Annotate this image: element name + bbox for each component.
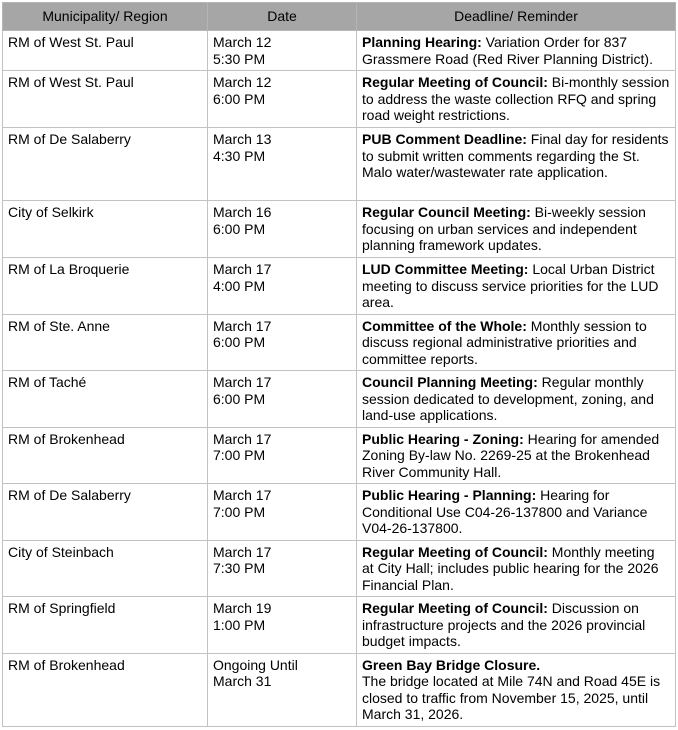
date-time: 7:00 PM xyxy=(213,447,266,463)
date-time: 6:00 PM xyxy=(213,220,266,237)
date-day: March 17 xyxy=(213,543,272,560)
date-day: March 17 xyxy=(213,374,272,390)
deadline-cell xyxy=(357,201,676,258)
date-time: 4:00 PM xyxy=(213,277,266,294)
municipality-cell: RM of Ste. Anne xyxy=(3,314,208,371)
header-deadline: Deadline/ Reminder xyxy=(357,3,676,31)
deadline-cell xyxy=(357,484,676,541)
date-time: 5:30 PM xyxy=(213,50,266,67)
municipality-cell: City of Selkirk xyxy=(3,201,208,258)
date-day: March 19 xyxy=(213,600,272,616)
date-day: March 12 xyxy=(213,74,272,90)
municipality-cell: RM of De Salaberry xyxy=(3,128,208,201)
municipality-cell: RM of West St. Paul xyxy=(3,31,208,71)
municipality-cell: RM of Brokenhead xyxy=(3,653,208,726)
date-time: 7:30 PM xyxy=(213,560,266,576)
event-description: The bridge located at Mile 74N and Road 45E is closed to traffic from November 15, 2025, until March 31, 2026. xyxy=(362,673,661,722)
date-cell xyxy=(208,71,357,128)
deadline-cell xyxy=(357,314,676,371)
date-day: Ongoing Until xyxy=(213,656,298,673)
date-time: 4:30 PM xyxy=(213,147,266,164)
event-description: Final day for residents to submit written comments regarding the St. Malo water/wastewater rate application. xyxy=(362,131,669,180)
table-row xyxy=(3,201,676,258)
table-row xyxy=(3,484,676,541)
municipality-cell: RM of De Salaberry xyxy=(3,484,208,541)
date-day: March 12 xyxy=(213,34,272,50)
deadline-cell xyxy=(357,31,676,71)
deadline-cell xyxy=(357,371,676,428)
municipality-cell: RM of Brokenhead xyxy=(3,427,208,484)
date-cell xyxy=(208,128,357,201)
table-row xyxy=(3,314,676,371)
table-row xyxy=(3,597,676,654)
municipality-cell: RM of West St. Paul xyxy=(3,71,208,128)
event-label: LUD Committee Meeting: xyxy=(362,261,529,277)
date-day: March 17 xyxy=(213,430,272,447)
event-label: Public Hearing - Planning: xyxy=(362,487,537,503)
table-row xyxy=(3,371,676,428)
deadline-cell xyxy=(357,427,676,484)
date-day: March 17 xyxy=(213,317,272,334)
date-cell xyxy=(208,653,357,726)
table-row xyxy=(3,540,676,597)
event-description: Monthly meeting at City Hall; includes public hearing for the 2026 Financial Plan. xyxy=(362,543,659,593)
date-time: 6:00 PM xyxy=(213,90,266,107)
municipality-cell: City of Steinbach xyxy=(3,540,208,597)
event-description: Variation Order for 837 Grassmere Road (Red River Planning District). xyxy=(362,34,653,67)
event-label: Public Hearing - Zoning: xyxy=(362,430,524,447)
date-time: 6:00 PM xyxy=(213,390,266,407)
date-cell xyxy=(208,597,357,654)
table-row xyxy=(3,31,676,71)
date-time: March 31 xyxy=(213,673,272,689)
event-label: PUB Comment Deadline: xyxy=(362,131,527,147)
deadline-cell xyxy=(357,128,676,201)
header-municipality: Municipality/ Region xyxy=(3,3,208,31)
event-label: Regular Council Meeting: xyxy=(362,204,531,220)
date-cell xyxy=(208,201,357,258)
municipality-cell: RM of Springfield xyxy=(3,597,208,654)
date-day: March 17 xyxy=(213,261,272,277)
date-day: March 16 xyxy=(213,204,272,220)
table-row xyxy=(3,427,676,484)
event-label: Regular Meeting of Council: xyxy=(362,600,548,616)
deadline-cell xyxy=(357,540,676,597)
table-row xyxy=(3,71,676,128)
table-row xyxy=(3,258,676,315)
event-description: Discussion on infrastructure projects and the 2026 provincial budget impacts. xyxy=(362,600,646,649)
event-label: Regular Meeting of Council: xyxy=(362,74,548,90)
event-description: Regular monthly session dedicated to development, zoning, and land-use applications. xyxy=(362,374,654,423)
municipality-cell: RM of La Broquerie xyxy=(3,258,208,315)
date-day: March 13 xyxy=(213,131,272,147)
date-cell xyxy=(208,540,357,597)
header-date: Date xyxy=(208,3,357,31)
date-cell xyxy=(208,258,357,315)
event-label: Regular Meeting of Council: xyxy=(362,543,548,560)
deadline-cell xyxy=(357,258,676,315)
date-cell xyxy=(208,371,357,428)
date-time: 7:00 PM xyxy=(213,503,266,520)
municipality-cell: RM of Taché xyxy=(3,371,208,428)
table-row xyxy=(3,653,676,726)
date-day: March 17 xyxy=(213,487,272,503)
event-description: Local Urban District meeting to discuss service priorities for the LUD area. xyxy=(362,261,659,310)
date-cell xyxy=(208,314,357,371)
event-label: Planning Hearing: xyxy=(362,34,482,50)
event-label: Council Planning Meeting: xyxy=(362,374,538,390)
header-row xyxy=(3,3,676,31)
deadline-cell xyxy=(357,71,676,128)
table-row xyxy=(3,128,676,201)
event-description: Hearing for Conditional Use C04-26-137800 and Variance V04-26-137800. xyxy=(362,487,648,536)
deadline-cell xyxy=(357,653,676,726)
date-cell xyxy=(208,484,357,541)
event-description: Bi-monthly session to address the waste collection RFQ and spring road weight restrictions. xyxy=(362,74,670,123)
date-time: 6:00 PM xyxy=(213,334,266,350)
event-description: Bi-weekly session focusing on urban services and independent planning framework updates. xyxy=(362,204,646,253)
date-cell xyxy=(208,427,357,484)
deadlines-table xyxy=(2,2,676,727)
event-description: Hearing for amended Zoning By-law No. 2269-25 at the Brokenhead River Community Hall. xyxy=(362,430,660,480)
event-label: Committee of the Whole: xyxy=(362,317,527,334)
deadline-cell xyxy=(357,597,676,654)
date-cell xyxy=(208,31,357,71)
date-time: 1:00 PM xyxy=(213,616,266,633)
event-label: Green Bay Bridge Closure. xyxy=(362,656,541,673)
event-description: Monthly session to discuss regional administrative priorities and committee reports. xyxy=(362,317,647,367)
